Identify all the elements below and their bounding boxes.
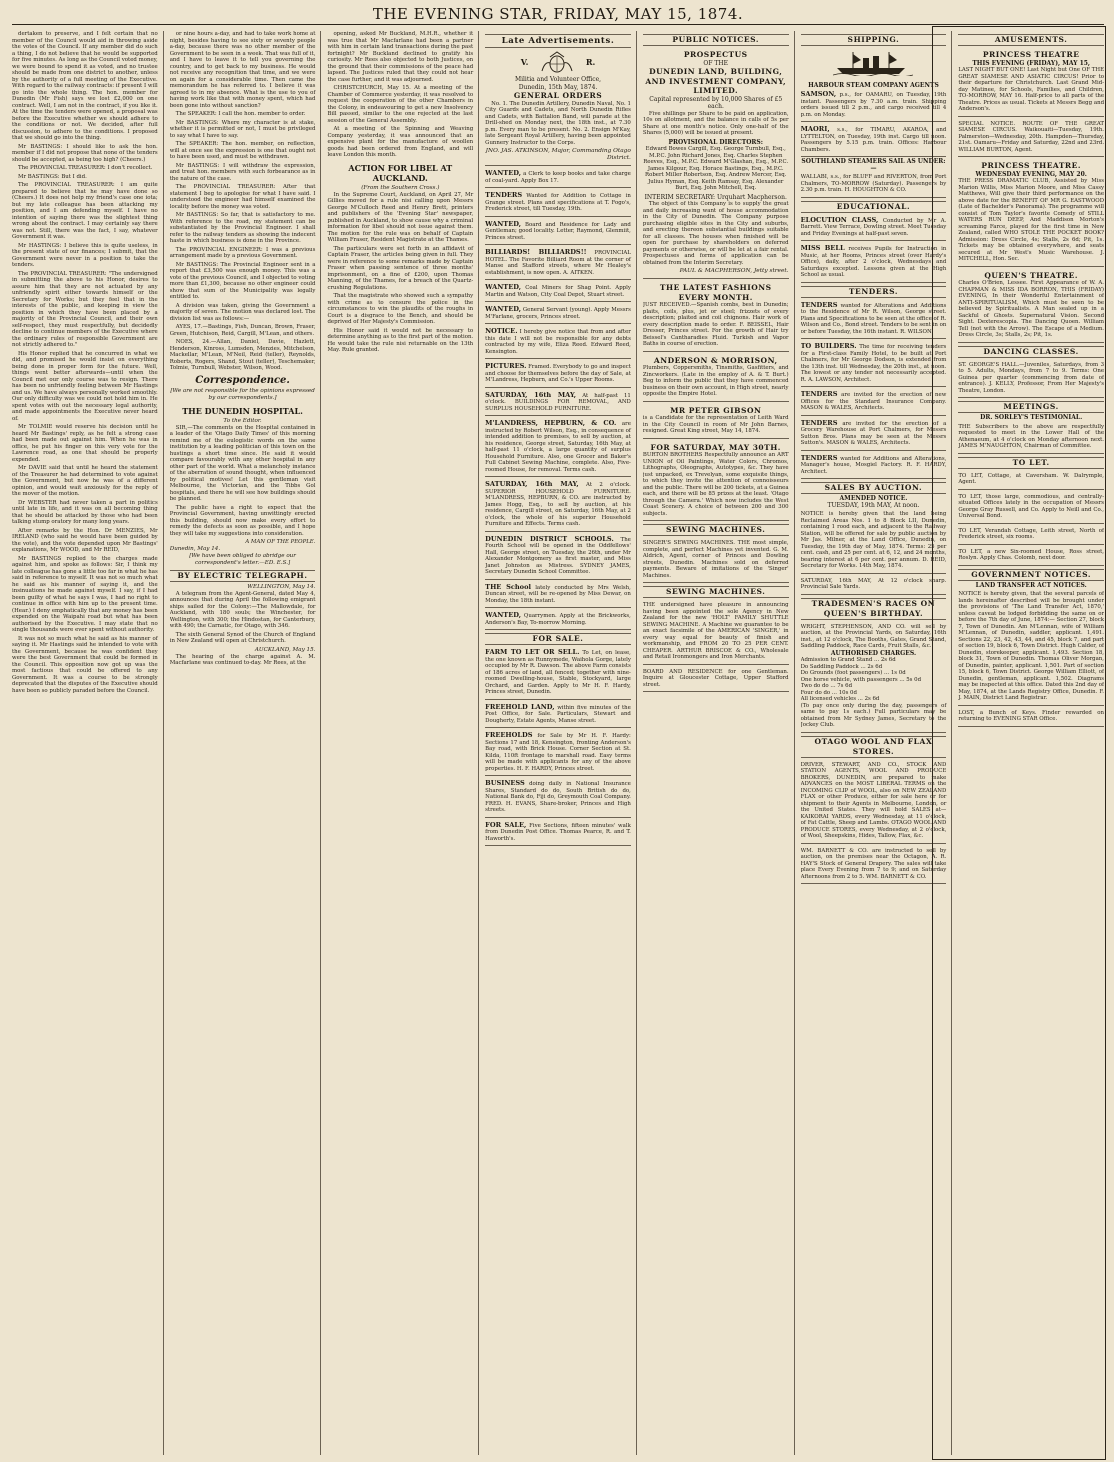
letter-dateline: Dunedin, May 14. <box>169 545 221 552</box>
column-2 <box>170 31 322 1455</box>
paragraph: His Honor replied that he concurred in what we did, and promised he would insist on everything being done in proper form for the future. Well, things went better afterwards—until when the Council met our only course was to resign. There has been no unfriendly feeling between Mr Hastings and us. We have always personally worked smoothly. Our only difficulty was we could not hold him in. He spent votes with out the necessary legal authority, and made appointments the Executive never heard of. <box>12 350 158 422</box>
paragraph: dertaken to preserve, and I felt certain that no member of the Council would aid in throwing aside the votes of the Council. If any member did do such a thing, I do not believe that he would be supported for five minutes. As long as the Council voted money, we were bound to spend it as voted, and no trustee should be made from one district to another, unless by the authority of a full meeting of the Executive. With regard to the railway contracts: if present I will go into the whole thing. The hon. member for Dunedin (Mr Fish) says we lost £2,000 on one contract. Well, I am not in the contract, if you like it. At the time the tenders were opened, a proposal was before the Executive whether we should adhere to the conditions or not. We decided, after full discussion, to adhere to the conditions. I proposed that we should go into the thing. <box>12 31 158 141</box>
to-let-heading: TO LET. <box>958 457 1104 469</box>
telegraph-paragraph: A telegram from the Agent-General, dated May 4, announces that during April the following emigrant ships sailed for the Colony:—The Mallowdale, for Auckland, with 180 souls; the Winchester, for Wellington, with 300; the Hindostan, for Canterbury, with 490; the Carnatic, for Otago, with 346. <box>169 590 316 629</box>
meeting-title: DR. SORLEY'S TESTIMONIAL. <box>980 414 1083 421</box>
ad-item: TENDERS Wanted for Addition to Cottage in Grange street. Plans and specifications at T. Fogo's, Frederick street, till Tuesday, 19th. <box>485 190 631 217</box>
of-the: OF THE <box>703 59 729 67</box>
harbour-agents: HARBOUR STEAM COMPANY AGENTS <box>808 81 939 89</box>
amended-notice: AMENDED NOTICE. <box>839 495 908 502</box>
charge-row: Do Grounds (foot passengers) ... 1s 0d <box>800 670 906 676</box>
ad-item: THE undersigned have pleasure in announcing having been appointed the sole Agency in New Zealand for the new 'HOLT' FAMILY SHUTTLE SEWING MACHINE. A Machine we guarantee to be an exact facsimile of the AMERICAN 'SINGER,' in every way equal for beauty of finish and workmanship, and FROM 20 TO 25 PER CENT. CHEAPER. ARTHUR BRISCOE & CO., Wholesale and Retail Ironmongers and Iron Merchants. <box>643 600 789 665</box>
royal-crest-icon <box>540 51 574 73</box>
tenders-heading: TENDERS. <box>801 286 947 298</box>
prospectus-body: The object of this Company is to supply the great and daily increasing want of house accommodation in the City of Dunedin. The Company purpose purchasing eligible sites in the City and suburbs, and erecting thereon substantial buildings suitable for all classes. The houses when finished will be open for purchase by shareholders on deferred payments or otherwise, or will be let at a fair rental. Prospectuses and forms of application can be obtained from the Interim Secretary. <box>642 201 789 266</box>
ad-item: M'LANDRESS, HEPBURN, & CO. are instructed by Robert Wilson, Esq., in consequence of intended addition to premises, to sell by auction, at his residence, George street, Saturday, 16th May, at half-past 11 o'clock, a large quantity of surplus Household Furniture. Also, one Grocer and Baker's Full Cabinet Sewing Machine, complete. Also, Five-roomed House, for removal. Terms cash. <box>485 418 631 477</box>
column-5 <box>643 31 795 1455</box>
paragraph: Mr BASTINGS replied to the charges made against him, and spoke as follows: Sir, I think my late colleague has gone a little too far in what he has said in reference to myself. It was not so much what he said as his manner of saying it, and the insinuations he made against myself. I say, if I had been guilty of what he says I was, I had no right to continue in office with him up to the present time. (Hear.) I deny emphatically that any money has been expended on the Waipahi road but what has been authorised by the Executive. I may state that no single thousands were ever spent without authority. <box>12 555 158 633</box>
ad-item: TENDERS wanted for Additions and Alterations, Manager's house, Mosgiel Factory. R. F. HARDY, Architect. <box>801 453 947 480</box>
ad-item: BILLIARDS! BILLIARDS!! PROVINCIAL HOTEL. The Favorite Billiard Room at the corner of Manse and Stafford streets, where Mr Healey's establishment, is now open. A. AITKEN. <box>485 247 631 280</box>
paragraph: Mr TOLMIE would reserve his decision until he heard Mr Bastings' reply, as he felt a strong case had been made out against him. When he was in office, he put his finger on this very vote for the Lawrence road, as one that should be properly expended. <box>12 424 158 463</box>
paragraph: Mr BASTINGS: The Provincial Engineer sent in a report that £3,500 was enough money. This was a vote of the previous Council, and I objected to voting more than £1,300, because no other engineer could show that sum of the Municipality was legally entitled to. <box>169 261 316 300</box>
ad-item: BOARD AND RESIDENCE for one Gentleman. Inquire at Gloucester Cottage, Upper Stafford street. <box>643 667 789 693</box>
paragraph: AYES, 17.—Bastings, Fish, Duncan, Brown, Fraser, Green, Hutchison, Reid, Cargill, M'Lean, and others. <box>169 324 316 337</box>
ad-item: NOTICE is hereby given that the land being Reclaimed Areas Nos. 1 to 8 Block LII, Dunedin, containing 1 rood each, and adjacent to the Railway Station, will be offered for sale by public auction by Mr Jas. Milner, at the Land Office, Dunedin, on Tuesday, the 19th day of May, 1874. Terms: 25 per cent. cash, and 25 per cent. at 6, 12, and 24 months, bearing interest at 6 per cent. per annum. D. REID, Secretary for Works. 14th May, 1874. <box>801 509 947 574</box>
paragraph: The PROVINCIAL ENGINEER: I was a previous arrangement made by a previous Government. <box>169 246 316 259</box>
ad-item: SATURDAY, 16th MAY, At half-past 11 o'clock. BUILDINGS FOR REMOVAL, AND SURPLUS HOUSEHOLD FURNITURE. <box>485 390 631 417</box>
telegraph-paragraph: The hearing of the charge against A. M. Macfarlane was continued to-day. Mr Rees, at the <box>169 653 316 666</box>
ad-item: ST. GEORGE'S HALL.—Juveniles, Saturdays, from 3 to 5. Adults, Mondays, from 7 to 9. Terms: One Guinea per quarter (commencing from date of entrance). J. KELLY, Professor, From Her Majesty's Theatre, London. <box>958 360 1104 399</box>
paragraph: The PROVINCIAL TREASURER: I am quite prepared to believe that he may have done so (Cheers.) It does not help my friend's case one iota; but my late colleague has been attacking my position, and I am defending myself. I have no intention of saying there was the slightest thing wrong about the contract. I may certainly say there was not. Still, there was the fact, I say, whatever Government it was. <box>12 182 158 240</box>
ad-item: SAMSON, p.s., for OAMARU, on Tuesday, 19th instant. Passengers by 7.30 a.m. train. Shipping orders issued till 2 p.m., and cargo received till 4 p.m. on Monday. <box>801 89 947 122</box>
ad-item: FARM TO LET OR SELL. To Let, on lease, the one known as Runnymede, Waihola Gorge, lately occupied by Mr R. Dawson. The above Farm consists of 186 acres of land, all fenced; together with nine-roomed Dwelling-house, Stable, Stockyard, large Orchard, and Garden. Apply to Mr H. F. Hardy, Princes street, Dunedin. <box>485 647 631 700</box>
paragraph: That the magistrate who showed such a sympathy with crime as to censure the police in the circumstances to win the plaudits of the roughs in Court is a disgrace to the Bench, and should be deprived of Her Majesty's Commission. <box>327 293 474 325</box>
paragraph: NOES, 24.—Allan, Daniel, Davie, Hazlett, Henderson, Kinross, Lumsden, Menzies, Mitchelson, Mackellar, M'Lean, M'Neil, Reid (teller), Reynolds, Roberts, Rogers, Shand, Stout (teller), Teschemaker, Tolmie, Turnbull, Webster, Wilson, Wood. <box>169 339 316 371</box>
telegraph-paragraph: The sixth General Synod of the Church of England in New Zealand will open at Christchurch. <box>169 631 316 644</box>
royal-crest <box>485 51 631 73</box>
public-notices-heading: PUBLIC NOTICES. <box>643 34 789 46</box>
ad-item: TENDERS wanted for Alterations and Additions to the Residence of Mr R. Wilson, George street. Plans and Specifications to be seen at the office of R. Wilson and Co., Bond street. Tenders to be sent in on or before Tuesday, the 16th instant. R. WILSON. <box>801 300 947 340</box>
libel-source: (From the Southern Cross.) <box>361 184 440 191</box>
paragraph: Dr WEBSTER had never taken a part in politics until late in life, and it was on all becoming thing that he should be attacked by those who had been talking stump oratory for many long years. <box>12 499 158 525</box>
ad-item: LOST, a Bunch of Keys. Finder rewarded on returning to EVENING STAR Office. <box>958 708 1104 727</box>
letter-signoff: A MAN OF THE PEOPLE. <box>245 539 316 545</box>
crest-letter: V. <box>520 56 529 67</box>
ad-item: FOR SALE, Five Sections, fifteen minutes' walk from Dunedin Post Office. Thomas Pearce, R. and T. Haworth's. <box>485 820 631 847</box>
princess-theatre-ad: PRINCESS THEATRE THIS EVENING (FRIDAY), MAY 15, LAST NIGHT BUT ONE! Last Night but One OF THE GREAT SIAMESE AND ASIATIC CIRCUS! Prior to their departure for Christchurch. Last Grand Mid-day Matinee, for Schools, Families, and Children, TO-MORROW, MAY 16. Half-price to all parts of the Theatre. Prices as usual. Tickets at Messrs Begg and Anderson's. <box>958 48 1104 117</box>
column-4 <box>485 31 637 1455</box>
ad-item: WM. BARNETT & CO. are instructed to sell by auction, on the premises near the Octagon, A. R. HAY'S Stock of General Drapery. The sales will take place Every Evening from 7 to 9; and on Saturday Afternoons from 2 to 5. WM. BARNETT & CO. <box>801 846 947 885</box>
correspondence-heading: Correspondence. <box>195 374 290 386</box>
column-1 <box>12 31 164 1455</box>
ad-item: WANTED, Board and Residence for Lady and Gentleman; good locality. Letter, Raymond, Glenmiit, Princes street. <box>485 219 631 246</box>
land-transfer-heading: LAND TRANSFER ACT NOTICES. <box>975 581 1087 589</box>
ad-item: THE Subscribers to the above are respectfully requested to meet in the Lower Hall of the Athenaeum, at 4 o'clock on Monday afternoon next. JAMES M'NAUGHTON, Chairman of Committee. <box>958 422 1104 454</box>
ad-item: NOTICE. I hereby give notice that from and after this date I will not be responsible for any debts contracted by my wife, Eliza Reed. Edward Reed, Kensington. <box>485 326 631 359</box>
ad-item: FREEHOLD LAND, within five minutes of the Post Office, for Sale. Particulars, Stewart and Dougherty, Estate Agents, Manse street. <box>485 702 631 729</box>
paragraph: The PROVINCIAL TREASURER: I don't recollect. <box>18 165 153 171</box>
paragraph: The PROVINCIAL TREASURER: "The undersigned in submitting the above to his Honor, desires to assure him that they are not actuated by any unfriendly spirit either towards himself or the Secretary for Works; but they feel that in the interests of the public, and keeping in view the position in which they have been placed by a majority of the Provincial Council, and their own self-respect, they must respectfully, but decidedly decline to continue members of the Executive where the ordinary rules of responsible Government are not strictly adhered to." <box>12 270 158 348</box>
ad-item: FREEHOLDS for Sale by Mr H. F. Hardy: Sections 17 and 18, Kensington, fronting Anderson's Bay road, with Brick House. Corner Section at St. Kilda, 110ft frontage to marshall road. Easy terms will be made with applicants for any of the above properties. H. F. HARDY, Princes street. <box>485 730 631 776</box>
charge-row: All licensed vehicles ... 2s 6d <box>800 696 880 702</box>
paragraph: Mr BASTINGS: But I did. <box>18 173 87 180</box>
paragraph: At a meeting of the Spinning and Weaving Company yesterday, it was announced that an expensive plant for the manufacture of woollen goods had been ordered from England, and will leave London this month. <box>327 126 474 158</box>
ad-item: SATURDAY, 16th MAY, At 12 o'clock sharp. Provincial Sale Yards. <box>801 576 947 595</box>
libel-heading: ACTION FOR LIBEL AT AUCKLAND. <box>348 162 453 183</box>
council-debate <box>12 31 158 694</box>
charges-title: AUTHORISED CHARGES. <box>830 649 917 657</box>
ad-item: MAORI, s.s., for TIMARU, AKAROA, and LYTTELTON, on Tuesday, 19th inst. Cargo till noon. Passengers by 5.15 p.m. train. Offices: Harbour Chambers. <box>801 124 947 157</box>
ad-item: WANTED, General Servant (young). Apply Messrs M'Farlane, grocers, Princes street. <box>485 304 631 324</box>
paragraph: Mr BASTINGS: I will withdraw the expression, and treat hon. members with such forbearance as in the nature of the case. <box>169 162 316 182</box>
ad-item: THE LATEST FASHIONS EVERY MONTH. JUST RECEIVED.—Spanish combs, best in Dunedin; plaits, coils, plus, jet or steel; frizzets of every description; plaited and coil chignons. Hair work of every description made to order. F. BEISSEL, Hair Dresser, Princes street. For the growth of Hair try Beissel's Cantharadies Fluid. Turkish and Vapor Baths in course of erection. <box>643 281 789 352</box>
letter-to: To the Editor. <box>223 417 262 424</box>
capital-text: Five shillings per Share to be paid on application, 10s on allotment, and the balance in calls of 5s per Share at one month's notice. Only one-half of the Shares (5,000) will be issued at present. <box>642 110 789 136</box>
ad-item: SATURDAY, 16th MAY, At 2 o'clock. SUPERIOR HOUSEHOLD FURNITURE. M'LANDRESS, HEPBURN, & CO. are instructed by James Hogg, Esq., to sell by auction, at his residence, Cargill street, on Saturday, 16th May, at 2 o'clock, the whole of his superior Household Furniture and Effects. Terms cash. <box>485 479 631 532</box>
sewing-heading: SEWING MACHINES. <box>643 586 789 598</box>
column-3 <box>327 31 479 1455</box>
ad-item: TO LET, those large, commodious, and centrally-situated Offices lately in the occupation of Messrs George Gray Russell, and Co. Apply to Neill and Co., Universal Bond. <box>958 492 1104 524</box>
ad-item: NOTICE is hereby given, that the several parcels of lands hereinafter described will be brought under the provisions of 'The Land Transfer Act, 1870,' unless caveat be lodged forbidding the same on or before the 7th day of June, 1874:— Section 27, block 7, Town of Dunedin. Am M'Lennan, wife of William M'Lennan, of Dunedin, saddler, applicant. 1,491. Sections 22, 23, 42, 43, 44, and 45, block 7, and part of section 19, block 6, Town District. Hugh Calder, of Dunedin, storekeeper, applicant. 1,493. Section 18, block 31, Town of Dunedin. Thomas Oliver Morgan, of Dunedin, painter, applicant. 1,501. Part of section 15, block 6, Town District. George William Elliott, of Dunedin, gentleman, applicant. 1,502. Diagrams may be inspected at this office. Dated this 2nd day of May, 1874, at the Lands Registry Office, Dunedin. F. J. MAIN, District Land Registrar. <box>958 589 1104 706</box>
charge-row: Two do do ... 7s 6d <box>800 683 853 689</box>
column-7 <box>958 31 1104 1455</box>
capital: Capital represented by 10,000 Shares of £5 each. <box>649 95 783 110</box>
columns <box>12 31 1104 1455</box>
masthead: THE EVENING STAR, FRIDAY, MAY 15, 1874. <box>12 4 1104 25</box>
prospectus <box>643 48 789 279</box>
letter-paragraph: The public have a right to expect that the Provincial Government, having unwittingly erected this building, should now make every effort to remedy the defects as soon as possible, and I hope they will take my suggestions into consideration. <box>169 504 316 537</box>
ad-item: WRIGHT, STEPHENSON, AND CO. will sell by auction, at the Provincial Yards, on Saturday, 16th inst., at 12 o'clock, The Booths, Gates, Grand Stand, Saddling Paddock, Race Cards, Fruit Stalls, &c. AUTHORISED CHARGES. Admission to Grand Stand ... 2s 6d Do Saddling Paddock ... 2s 6d Do Grounds (foot passengers) ... 1s 0d One horse vehicle, with passengers ... 5s 0d Two do do ... 7s 6d Four do do ... 10s 0d All licensed vehicles ... 2s 6d (To pay once only during the day, passengers of same to pay 1s each.) Full particulars may be obtained from Mr Sydney James, Secretary to the Jockey Club. <box>801 622 947 733</box>
for-sale-heading: FOR SALE. <box>485 633 631 645</box>
ad-item: TO LET, Verandah Cottage, Leith street, North of Frederick street, six rooms. <box>958 526 1104 545</box>
ad-item: WANTED, Quarrymen. Apply at the Brickworks, Anderson's Bay, To-morrow Morning. <box>485 610 631 630</box>
directors-title: PROVISIONAL DIRECTORS: <box>668 138 763 146</box>
paragraph: opening, asked Mr Buckland, M.H.R., whether it was true that Mr Macfarlane had been a partner with him in certain land transactions during the past fortnight? Mr Buckland declined to gratify his curiosity. Mr Rees also objected to both Justices, on the ground that their commissions of the peace had lapsed. The Justices ruled that they could not hear the case further, and it was adjourned. <box>327 31 474 83</box>
paragraph: The SPEAKER: I call the hon. member to order. <box>175 111 306 117</box>
ad-item: SINGER'S SEWING MACHINES. THE most simple, complete, and perfect Machines yet invented. G. M. Aldrich, Agent, corner of Princes and Dowling streets, Dunedin. Machines sold on deferred payments. Beware of imitations of the 'Singer' Machines. <box>643 538 789 583</box>
prospectus-title: PROSPECTUS <box>683 50 748 59</box>
prospectus-signature: PAUL & MACPHERSON, Jetty street. <box>679 268 789 274</box>
ad-item: TENDERS are invited for the erection of a Grocery Warehouse at Port Chalmers, for Messrs Sutton Bros. Plans may be seen at the Messrs Sutton's. MASON & WALES, Architects. <box>801 418 947 451</box>
crest-letter: R. <box>585 56 596 67</box>
shipping-heading: SHIPPING. <box>801 34 947 46</box>
paragraph: After remarks by the Hon. Dr MENZIES, Mr IRELAND (who said he would have been guided by the vote), and the vote depended upon Mr Bastings' explanations, Mr WOOD, and Mr REID, <box>12 527 158 553</box>
directors-list: Edward Bowes Cargill, Esq. George Turnbull, Esq., M.P.C. John Richard Jones, Esq. Charles Stephen Reeves, Esq., M.P.C. Edward M'Glashan, Esq., M.P.C. James Kilgour, Esq. Horace Bastings, Esq., M.P.C. Robert Miller Robertson, Esq. Andrew Mercer, Esq. Julius Hyman, Esq. Keith Ramsay, Esq. Alexander Burt, Esq. John Mitchell, Esq. <box>643 146 789 191</box>
telegraph-heading: BY ELECTRIC TELEGRAPH. <box>170 570 316 582</box>
southland-heading: SOUTHLAND STEAMERS SAIL AS UNDER:— <box>801 158 946 172</box>
paragraph: The SPEAKER: The hon. member, on reflection, will at once see the expression is one that ought not to have been used, and must be withdrawn. <box>169 141 316 160</box>
meetings-heading: MEETINGS. <box>958 401 1104 413</box>
paragraph: or nine hours a-day, and had to take work home at night, besides having to see sixty or seventy people a-day, because there was no other member of the Government to be seen in a week. That was full of it, and I have to leave it to tell you governing the country, and to get back to my business. He would not receive any recognition that time, and we were on again for a considerable time. Then came the memorandum he has referred to. I believe it was agreed to in my absence. What is the use to you of having work like that with money spent, which had been gone into without sanction? <box>169 31 316 109</box>
circus-route: SPECIAL NOTICE. ROUTE OF THE GREAT SIAMESE CIRCUS. Waikouaiti—Tuesday, 19th. Palmerston—Wednesday, 20th. Hampden—Thursday, 21st. Oamaru—Friday and Saturday, 22nd and 23rd. WILLIAM BURTON, Agent. <box>958 119 1104 158</box>
paragraph: A division was taken, giving the Government a majority of seven. The motion was declared lost. The division list was as follows:— <box>169 302 316 322</box>
educational-heading: EDUCATIONAL. <box>801 201 947 213</box>
paragraph: It was not so much what he said as his manner of saying it. Mr Hastings said he intended to vote with the Government, because he was confident they were the best Government that could be formed in the Council. This opposition now got up was the most factious that could be offered to any Government. It was a course to be strongly deprecated that the disputes of the Executive should have been so publicly paraded before the Council. <box>12 635 158 694</box>
militia-office: Militia and Volunteer Office, <box>514 76 602 83</box>
ad-item: WANTED, Coal Miners for Shag Point. Apply Martin and Watson, City Coal Depot, Stuart street. <box>485 282 631 302</box>
paragraph: In the Supreme Court, Auckland, on April 27, Mr Gillies moved for a rule nisi calling upon Messrs George M'Culloch Reed and Henry Brett, printers and publishers of the 'Evening Star' newspaper, published in Auckland, to show cause why a criminal information for libel should not issue against them. The motion for the rule was on behalf of Captain William Fraser, Resident Magistrate at the Thames. <box>327 191 474 243</box>
late-ads-heading: Late Advertisements. <box>485 34 631 48</box>
ad-item: TO LET, a new Six-roomed House, Ross street, Roslyn. Apply Chas. Colomb, next door. <box>958 547 1104 566</box>
ad-item: MR PETER GIBSON is a Candidate for the representation of Leith Ward in the City Council in room of Mr John Barnes, resigned. Great King street, May 14, 1874. <box>643 404 789 439</box>
letter-title: THE DUNEDIN HOSPITAL. <box>182 405 303 416</box>
ad-item: WANTED, a Clerk to keep books and take charge of coal-yard. Apply Box 17. <box>485 168 631 188</box>
ad-item: DUNEDIN DISTRICT SCHOOLS. The Fourth School will be opened in the Oddfellows' Hall, George street, on Tuesday, the 26th, under Mr Alexander Montgomery as first master, and Miss Janet Johnston as Mistress. SYDNEY JAMES, Secretary Dunedin School Committee. <box>485 534 631 580</box>
letter-paragraph: SIR,—The comments on the Hospital contained in a leader of the 'Otago Daily Times' of this morning remind me of the eulogistic words on the same institution by a leading politician of this town on the hustings a short time since. He said it would compare favourably with any other hospital in any other part of the world. What a melancholy instance of the aberration of sound thought, when influenced by political motives! Let this gentleman visit Melbourne, the Victorian, and the Tibbs Gol hospitals, and there he will see how buildings should be planned. <box>169 424 316 502</box>
telegraph-place: AUCKLAND, May 15. <box>254 646 316 653</box>
queens-theatre-ad: QUEEN'S THEATRE. Charles O'Brien, Lessee. First Appearance of W. A. CHAPMAN & MISS IDA BORRON, THIS (FRIDAY) EVENING, In their Wonderful Entertainment of ANTI-SPIRITUALISM, Which must be seen to be believed by Spiritualists. A Man sealed up in a Sackful of Ghosts. Supernatural Vision. Second Sight. Dexterescopia. The Dancing Quoen. William Tell (not with the Arrow). The Escape of a Medium. Dress Circle, 3s; Stalls, 2s; Pit, 1s. <box>958 269 1104 343</box>
ad-item: BUSINESS doing daily in National Insurance Shares, Standard do do, South British do do, National Bank do, Fiji do, Greymouth Coal Company. FRED. H. EVANS, Share-broker, Princes and High streets. <box>485 778 631 818</box>
paragraph: Mr BASTINGS: I should like to ask the hon. member if I did not propose that none of the tenders should be accepted, as being too high? (Cheers.) <box>12 143 158 163</box>
steamship-icon <box>801 50 947 79</box>
ad-item: MISS BELL receives Pupils for Instruction in Music, at her Rooms, Princes street (over Hardy's Office), daily, after 2 o'clock, Wednesdays and Saturdays excepted. Lessons given at the High School as usual. <box>801 243 947 283</box>
sales-heading: SALES BY AUCTION. <box>801 482 947 494</box>
paragraph: Mr DAVIE said that until he heard the statement of the Treasurer he had determined to vote against the Government, but now he was of a different opinion, and would wait anxiously for the reply of the mover of the motion. <box>12 465 158 497</box>
charge-row: Do Saddling Paddock ... 2s 6d <box>800 663 883 670</box>
charge-row: Four do do ... 10s 0d <box>800 689 857 696</box>
abridged-note: [We have been obliged to abridge our correspondent's letter.—ED. E.S.] <box>189 552 296 566</box>
editor-note: [We are not responsible for the opinions expressed by our correspondents.] <box>170 387 315 401</box>
paragraph: The PROVINCIAL TREASURER: After that statement I beg to apologise for what I have said. I understood the engineer had himself examined the locality before the money was voted. <box>169 184 316 210</box>
wool-heading: OTAGO WOOL AND FLAX STORES. <box>801 736 947 758</box>
ad-item: ANDERSON & MORRISON, Plumbers, Coppersmiths, Tinsmiths, Gasfitters, and Zincworkers. (Late in the employ of A. & T. Burt.) Beg to inform the public that they have commenced business on their own account, in High street, nearly opposite the Empire Hotel. <box>643 354 789 402</box>
ad-item: ELOCUTION CLASS, Conducted by Mr A. Barrett. View Terrace, Dowling street. Meet Tuesday and Friday Evenings at half-past seven. <box>801 215 947 242</box>
ad-item: TO BUILDERS. The time for receiving tenders for a First-class Family Hotel, to be built at Port Chalmers, for Mr George Dodson, is extended from the 13th inst. till Wednesday, the 20th inst., at noon. The lowest or any tender not necessarily accepted. R. A. LAWSON, Architect. <box>801 341 947 387</box>
paragraph: CHRISTCHURCH, May 15. At a meeting of the Chamber of Commerce yesterday, it was resolved to request the cooperation of the other Chambers in the Colony, in endeavouring to get a new Insolvency Bill passed, similar to the one rejected at the last session of the General Assembly. <box>327 85 474 124</box>
paragraph: Mr BASTINGS: So far, that is satisfactory to me. With reference to the road, my statement can be substantiated by the Provincial Engineer. I shall refer to the railway tenders as showing the indecent haste in which business is done in the Province. <box>169 212 316 244</box>
government-notices-heading: GOVERNMENT NOTICES. <box>958 569 1104 581</box>
ad-item: DRIVER, STEWART, AND CO., STOCK AND STATION AGENTS, WOOL AND PRODUCE BROKERS, DUNEDIN, are prepared to make ADVANCES on the MOST LIBERAL TERMS on the INCOMING CLIP of WOOL, also on NEW ZEALAND FLAX or other Produce, either for sale here or for shipment to their Agents in Melbourne, London, or the United States. They will hold SALES at—KAIKORAI YARDS, every Wednesday, at 11 o'clock, of Fat Cattle, Sheep and Lambs. OTAGO WOOL AND PRODUCE STORES, every Wednesday, at 2 o'clock, of Wool, Sheepskins, Hides, Tallow, Flax, &c. <box>801 760 947 844</box>
ad-item: FOR SATURDAY, MAY 30TH. BURTON BROTHERS Respectfully announce an ART UNION of Oil Paintings, Water Colors, Chromos, Lithographs, Oleographs, Autotypes, &c. They have just unpacked, ex Trevelyan, some exquisite things, to which they invite the attention of connoisseurs and the public. There will be 200 tickets, at a Guinea each, and there will be 85 prizes at the least. 'Otago through the Camera.' Which now includes the West Coast Scenery. A choice of between 200 and 300 subjects. <box>643 441 789 522</box>
paragraph: Mr BASTINGS: Where my character is at stake, whether it is permitted or not, I must be privileged to say what I have to say. <box>169 119 316 139</box>
paragraph: His Honor said it would not be necessary to determine anything as to the first part of the motion. He would take the rule nisi returnable on the 13th May. Rule granted. <box>327 327 474 353</box>
amusements-heading: AMUSEMENTS. <box>958 34 1104 46</box>
sale-date: TUESDAY, 19th MAY, At noon. <box>827 501 920 509</box>
company-name: DUNEDIN LAND, BUILDING, AND INVESTMENT COMPANY, LIMITED. <box>645 67 787 95</box>
paragraph: Mr HASTINGS: I believe this is quite useless, in the present state of our finances; I submit, that the Government were never in a position to take the tenders. <box>12 242 158 268</box>
charge-row: Admission to Grand Stand ... 2s 6d <box>800 657 896 663</box>
telegraph-place: WELLINGTON, May 14. <box>247 583 316 590</box>
sewing-heading: SEWING MACHINES. <box>643 524 789 536</box>
ad-item: TENDERS are invited for the erection of new Offices for the Standard Insurance Company. MASON & WALES, Architects. <box>801 389 947 416</box>
ad-item: PICTURES. Framed. Everybody to go and inspect and choose for themselves before the day of Sale, at M'Landress, Hepburn, and Co.'s Upper Rooms. <box>485 361 631 388</box>
paragraph: The particulars were set forth in an affidavit of Captain Fraser, the articles being given in full. They were in reference to some remarks made by Captain Fraser when passing sentence of three months' imprisonment, on a fine of £200, upon Thomas Manning, of the Thames, for a breach of the Quartz-crushing Regulations. <box>327 245 474 291</box>
ad-item: WALLABI, s.s., for BLUFF and RIVERTON, from Port Chalmers, TO-MORROW (Saturday). Passengers by 2.30 p.m. train. H. HOUGHTON & CO. <box>801 172 947 198</box>
races-heading: TRADESMEN'S RACES ON QUEEN'S BIRTHDAY. <box>801 598 947 620</box>
interim-secretary: INTERIM SECRETARY: Urquhart Macpherson. <box>644 193 787 201</box>
militia-signature: JNO. JAS. ATKINSON, Major, Commanding Otago District. <box>485 148 631 161</box>
militia-date: Dunedin, 15th May, 1874. <box>518 83 598 91</box>
ad-item: THE School lately conducted by Mrs Welsh, Duncan street, will be re-opened by Miss Dewar, on Monday, the 18th instant. <box>485 582 631 609</box>
militia-orders <box>485 74 631 166</box>
ad-item: TO LET, Cottage, at Caversham. W. Dalrymple, Agent. <box>958 471 1104 490</box>
general-orders-title: GENERAL ORDERS <box>513 91 603 100</box>
dancing-heading: DANCING CLASSES. <box>958 346 1104 358</box>
charge-row: One horse vehicle, with passengers ... 5s 0d <box>800 676 922 683</box>
column-6 <box>801 31 953 1455</box>
militia-text: No. 1. The Dunedin Artillery, Dunedin Naval, No. 1 City Guards and Cadets, and North Dunedin Rifles and Cadets, with Battalion Band, will parade at the Drill-shed on Monday next, the 18th inst., at 7.30 p.m. Every man to be present. No. 2. Ensign M'Kay, late Sergeant Royal Artillery, having been appointed Gunnery Instructor to the Corps. <box>485 100 631 146</box>
princess-theatre-ad: PRINCESS THEATRE. WEDNESDAY EVENING, MAY 20. THE PRESS DRAMATIC CLUB, Assisted by Miss Marion Willis, Miss Marion Moore, and Miss Cassy Matthews, Will give their third performance on the above date for the BENEFIT OF MR G. EASTWOOD (Late of Bachelder's Panorama). The programme will consist of Tom Taylor's favorite Comedy of STILL WATERS RUN DEEP, And Maddison Morton's screaming Farce, played for the first time in New Zealand, called WHO STOLE THE POCKET BOOK? Admission: Dress Circle, 4s; Stalls, 2s 6d; Pit, 1s. Tickets may be obtained everywhere, and seats secured at Mr West's Music Warehouse. J. MITCHELL, Hon. Sec. <box>958 159 1104 267</box>
